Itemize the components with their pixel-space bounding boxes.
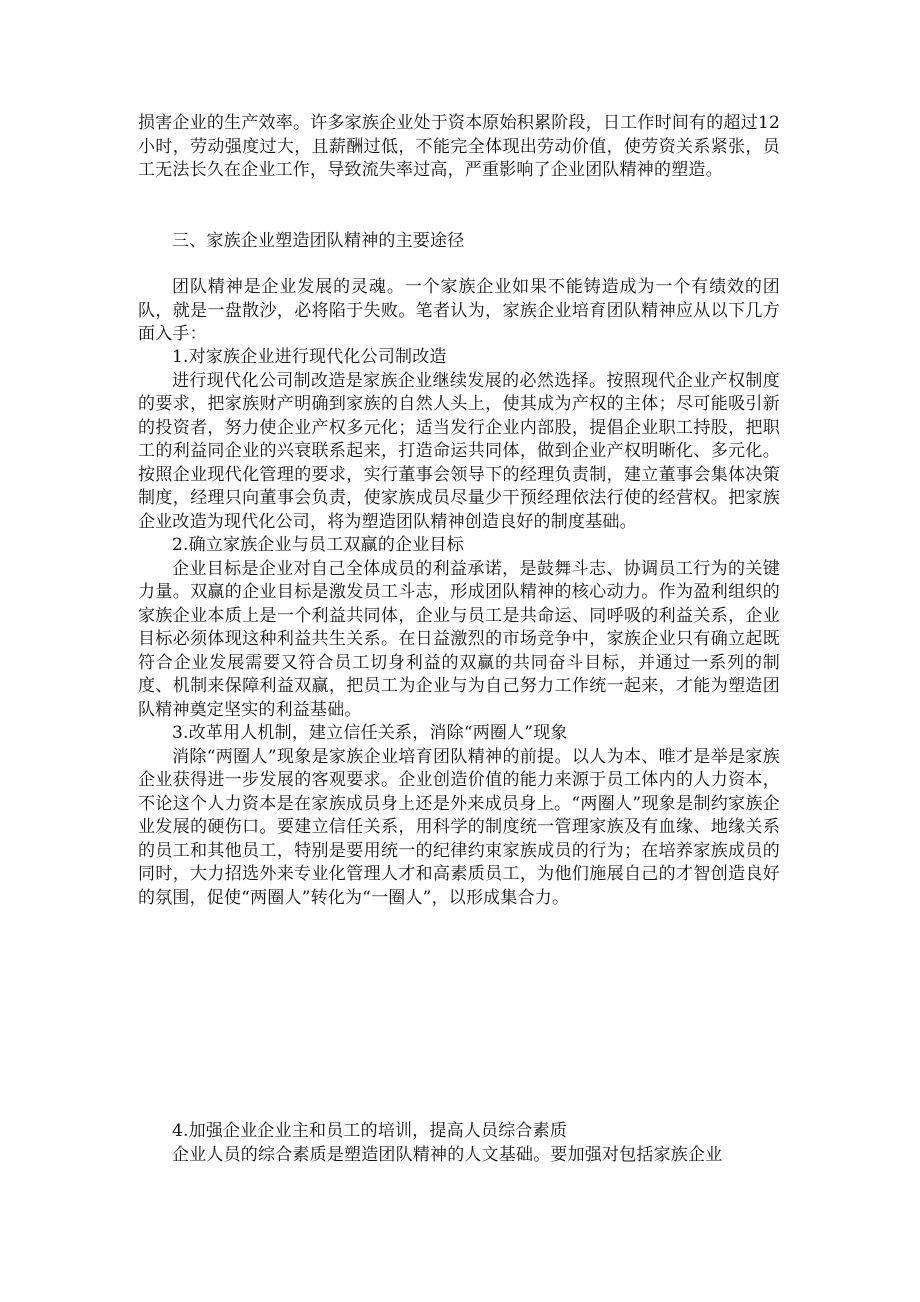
section-heading: 三、家族企业塑造团队精神的主要途径 — [172, 231, 465, 251]
item-heading-2: 2.确立家族企业与员工双赢的企业目标 — [172, 535, 464, 555]
section-heading-block — [138, 230, 780, 254]
continuation-block — [138, 112, 780, 183]
intro-paragraph: 团队精神是企业发展的灵魂。一个家族企业如果不能铸造成为一个有绩效的团队，就是一盘散沙，必将陷于失败。笔者认为，家族企业培育团队精神应从以下几方面入手： — [138, 277, 780, 344]
item-heading-1: 1.对家族企业进行现代化公司制改造 — [172, 347, 447, 367]
items-block-continued — [138, 1120, 780, 1167]
item-body-4: 企业人员的综合素质是塑造团队精神的人文基础。要加强对包括家族企业 — [172, 1144, 723, 1165]
item-body-1: 进行现代化公司制改造是家族企业继续发展的必然选择。按照现代企业产权制度的要求，把家族财产明确到家族的自然人头上，使其成为产权的主体；尽可能吸引新的投资者，努力使企业产权多元化；适当发行企业内部股，提倡企业职工持股，把职工的利益同企业的兴衰联系起来，打造命运共同体，做到企业产权明晰化、多元化。按照企业现代化管理的要求，实行董事会领导下的经理负责制，建立董事会集体决策制度，经理只向董事会负责，使家族成员尽量少干预经理依法行使的经营权。把家族企业改造为现代化公司，将为塑造团队精神创造良好的制度基础。 — [138, 370, 780, 532]
items-block — [138, 346, 780, 910]
item-body-2: 企业目标是企业对自己全体成员的利益承诺，是鼓舞斗志、协调员工行为的关键力量。双赢的企业目标是激发员工斗志，形成团队精神的核心动力。作为盈利组织的家族企业本质上是一个利益共同体，企业与员工是共命运、同呼吸的利益关系，企业目标必须体现这种利益共生关系。在日益激烈的市场竞争中，家族企业只有确立起既符合企业发展需要又符合员工切身利益的双赢的共同奋斗目标，并通过一系列的制度、机制来保障利益双赢，把员工为企业与为自己努力工作统一起来，才能为塑造团队精神奠定坚实的利益基础。 — [138, 558, 780, 720]
item-body-3: 消除“两圈人”现象是家族企业培育团队精神的前提。以人为本、唯才是举是家族企业获得进一步发展的客观要求。企业创造价值的能力来源于员工体内的人力资本，不论这个人力资本是在家族成员身上还是外来成员身上。“两圈人”现象是制约家族企业发展的硬伤口。要建立信任关系，用科学的制度统一管理家族及有血缘、地缘关系的员工和其他员工，特别是要用统一的纪律约束家族成员的行为；在培养家族成员的同时，大力招选外来专业化管理人才和高素质员工，为他们施展自己的才智创造良好的氛围，促使“两圈人”转化为“一圈人”，以形成集合力。 — [138, 746, 780, 908]
item-heading-3: 3.改革用人机制，建立信任关系，消除“两圈人”现象 — [172, 723, 568, 743]
continuation-paragraph: 损害企业的生产效率。许多家族企业处于资本原始积累阶段，日工作时间有的超过12小时，劳动强度过大，且薪酬过低，不能完全体现出劳动价值，使劳资关系紧张，员工无法长久在企业工作，导致流失率过高，严重影响了企业团队精神的塑造。 — [138, 113, 780, 180]
intro-block — [138, 276, 780, 347]
item-heading-4: 4.加强企业企业主和员工的培训，提高人员综合素质 — [172, 1121, 568, 1141]
